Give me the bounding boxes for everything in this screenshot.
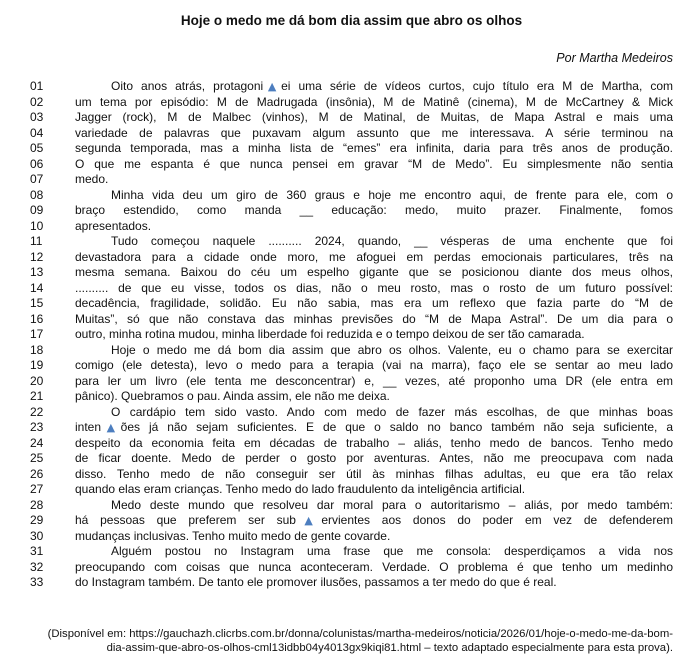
page-title: Hoje o medo me dá bom dia assim que abro os olhos [180,13,523,28]
line-text: comigo (ele detesta), levo o medo para a terapia (vai na marra), faço ele se sentar ao meu lado [75,358,673,372]
line-text: mudanças inclusivas. Tenho muito medo de gente covarde. [75,528,391,543]
line-number: 10 [30,218,44,233]
text-line [30,188,673,204]
line-number: 23 [30,420,44,434]
line-number: 08 [30,187,44,202]
text-line [30,467,673,483]
line-number: 33 [30,575,44,589]
line-text: Oito anos atrás, protagoni▲ei uma série de vídeos curtos, cujo título era M de Martha, com [111,79,673,93]
text-line [30,250,673,266]
text-line [30,265,673,281]
text-line [30,203,673,219]
line-text: Medo deste mundo que resolveu dar moral para o autoritarismo – aliás, por medo também: [111,497,673,512]
text-line [30,312,673,328]
line-text: .......... de que eu visse, todos os dias, não o meu rosto, mas o rosto de um futuro possível: [75,280,673,295]
line-number: 03 [30,110,44,124]
text-line [30,157,673,173]
line-text: quando elas eram crianças. Tenho medo do lado fraudulento da inteligência artificial. [75,482,526,496]
line-text: preocupando com coisas que nunca aconteceram. Verdade. O problema é que tenho um medinho [75,559,673,574]
text-line [30,79,673,95]
line-text: Minha vida deu um giro de 360 graus e hoje me encontro aqui, de frente para ele, com o [111,187,673,202]
line-text: medo. [75,172,109,186]
line-number: 22 [30,404,44,419]
line-number: 27 [30,482,44,496]
text-line [30,498,673,514]
line-number: 24 [30,435,44,450]
text-line [30,95,673,111]
line-text: segunda temporada, mas a minha lista de “emes” era infinita, daria para três anos de produção. [75,141,673,155]
line-text: O cardápio tem sido vasto. Ando com medo de fazer más escolhas, de que minhas boas [111,404,673,419]
line-number: 20 [30,373,44,388]
text-line [30,234,673,250]
line-text: mesma semana. Baixou do céu um espelho gigante que se posicionou diante dos meus olhos, [75,265,673,279]
text-line [30,405,673,421]
line-number: 31 [30,544,44,558]
text-line [30,110,673,126]
line-number: 17 [30,327,44,341]
line-number: 07 [30,172,44,186]
text-line [30,575,673,591]
line-number: 01 [30,79,44,93]
line-text: devastadora para a cidade onde moro, me afoguei em perdas emocionais particulares, três na [75,249,673,264]
line-number: 21 [30,389,44,403]
line-number: 06 [30,156,44,171]
gap-triangle-icon: ▲ [101,421,121,434]
text-line [30,358,673,374]
text-lines [30,79,673,591]
gap-triangle-icon: ▲ [295,514,322,527]
line-text: pânico). Quebramos o pau. Ainda assim, ele não me deixa. [75,389,390,403]
line-text: um tema por episódio: M de Madrugada (insônia), M de Matinê (cinema), M de McCartney & Mick [75,94,673,109]
line-number: 05 [30,141,44,155]
gap-triangle-icon: ▲ [263,80,282,93]
line-text: O que me espanta é que nunca pensei em gravar “M de Medo”. Eu simplesmente não sentia [75,156,673,171]
text-line [30,141,673,157]
line-number: 12 [30,249,44,264]
line-text: decadência, fragilidade, solidão. Eu não sabia, mas era um reflexo que fazia parte do “M de [75,296,673,310]
source-reference: (Disponível em: https://gauchazh.clicrbs.com.br/donna/colunistas/martha-medeiros/noticia/2026/01/hoje-o-medo-me-da-bom-dia-assim-que-abro-os-olhos-cml13idbb04y4013gx9kiqi81.html – texto adaptado especialmente para esta prova). [47,627,673,654]
line-number: 04 [30,125,44,140]
line-number: 16 [30,311,44,326]
line-number: 11 [30,234,43,248]
line-number: 26 [30,466,44,481]
line-text: apresentados. [75,218,152,233]
line-text: inten▲ões já não sejam suficientes. E de que o saldo no banco também não seja suficiente, a [75,420,673,434]
line-number: 15 [30,296,44,310]
text-line [30,343,673,359]
line-text: disso. Tenho medo de não conseguir ser útil às minhas filhas adultas, eu que era tão relax [75,466,673,481]
text-line [30,560,673,576]
line-number: 30 [30,528,44,543]
text-line [30,389,673,405]
line-text: despeito da economia feita em décadas de trabalho – aliás, tenho medo de bancos. Tenho medo [75,435,673,450]
line-text: para ler um livro (ele tenta me desconcentrar) e, __ vezes, até proponho uma DR (ele entra em [75,373,673,388]
line-number: 02 [30,94,44,109]
line-text: há pessoas que preferem ser sub▲ervientes aos donos do poder em vez de defenderem [75,513,673,527]
line-text: variedade de palavras que puxavam algum assunto que me interessava. A série terminou na [75,125,673,140]
line-text: Alguém postou no Instagram uma frase que me consola: desperdiçamos a vida nos [111,544,673,558]
text-line [30,436,673,452]
line-text: Tudo começou naquele .......... 2024, quando, __ vésperas de uma enchente que foi [111,234,673,248]
text-line [30,281,673,297]
text-line [30,296,673,312]
text-line [30,482,673,498]
line-number: 29 [30,513,44,527]
line-number: 25 [30,451,44,465]
line-text: do Instagram também. De tanto ele promover ilusões, passamos a ter medo do que é real. [75,575,557,589]
line-number: 28 [30,497,44,512]
text-line [30,219,673,235]
line-number: 18 [30,342,44,357]
text-line [30,544,673,560]
line-text: Hoje o medo me dá bom dia assim que abro os olhos. Valente, eu o chamo para se exercitar [111,342,673,357]
text-line [30,529,673,545]
text-line [30,513,673,529]
line-text: de ficar doente. Medo de perder o gosto por aventuras. Antes, não me preocupava com nada [75,451,673,465]
line-number: 19 [30,358,44,372]
text-line [30,420,673,436]
line-text: braço estendido, como manda __ educação: medo, muito prazer. Finalmente, fomos [75,203,673,217]
line-number: 09 [30,203,44,217]
text-line [30,327,673,343]
text-line [30,126,673,142]
line-number: 32 [30,559,44,574]
text-line [30,451,673,467]
line-number: 13 [30,265,44,279]
text-line [30,172,673,188]
line-text: Jagger (rock), M de Malbec (vinhos), M de Matinal, de Muitas, de Mapa Astral e mais uma [75,110,673,124]
byline: Por Martha Medeiros [556,51,673,65]
line-number: 14 [30,280,44,295]
line-text: Muitas”, só que não constava das minhas previsões do “M de Mapa Astral”. De um dia para o [75,311,673,326]
line-text: outro, minha rotina mudou, minha liberdade foi reduzida e o tempo deixou de ser tão camarada. [75,327,585,341]
text-line [30,374,673,390]
